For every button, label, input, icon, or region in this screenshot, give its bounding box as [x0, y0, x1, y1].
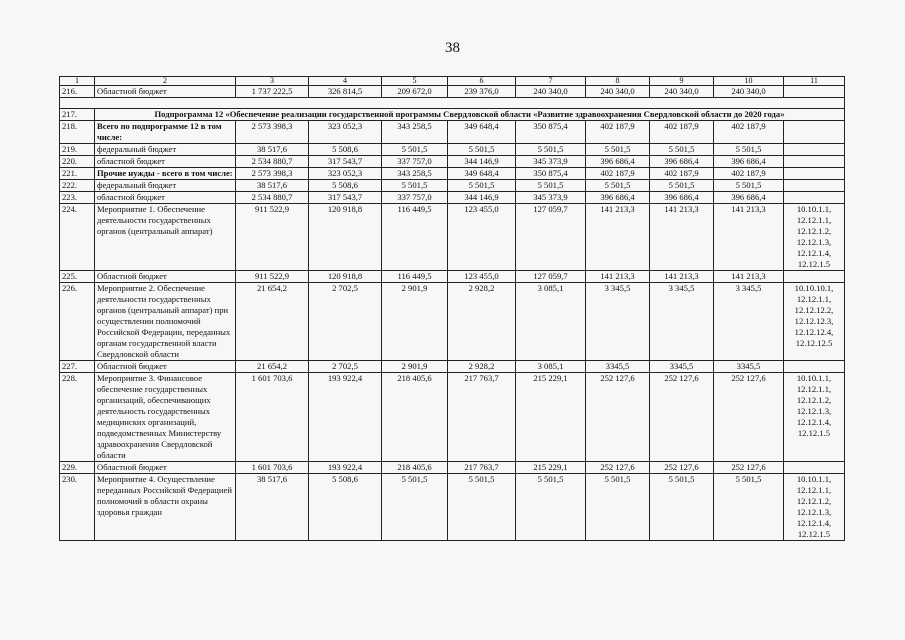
- amount-cell: 116 449,5: [382, 271, 448, 283]
- amount-cell: 240 340,0: [586, 86, 650, 98]
- amount-cell: 123 455,0: [448, 204, 516, 271]
- amount-cell: 209 672,0: [382, 86, 448, 98]
- spacer-row: [60, 98, 845, 109]
- expense-name: Мероприятие 2. Обеспечение деятельности государственных органов (центральный аппарат) при осуществлении полномочий Российской Федерации, переданных органам государственной власти Свердловской области: [95, 283, 236, 361]
- amount-cell: 402 187,9: [650, 121, 714, 144]
- amount-cell: 5 501,5: [516, 144, 586, 156]
- header-cell: 9: [650, 77, 714, 86]
- amount-cell: 337 757,0: [382, 192, 448, 204]
- amount-cell: 396 686,4: [586, 192, 650, 204]
- amount-cell: 3 345,5: [650, 283, 714, 361]
- amount-cell: 344 146,9: [448, 192, 516, 204]
- amount-cell: 252 127,6: [714, 373, 784, 462]
- amount-cell: 120 918,8: [309, 271, 382, 283]
- amount-cell: 2 702,5: [309, 361, 382, 373]
- amount-cell: 5 501,5: [714, 144, 784, 156]
- amount-cell: 38 517,6: [236, 474, 309, 541]
- subprogram-title: Подпрограмма 12 «Обеспечение реализации государственной программы Свердловской области «Развитие здравоохранения Свердловской области до 2020 года»: [95, 109, 845, 121]
- amount-cell: 317 543,7: [309, 192, 382, 204]
- amount-cell: 402 187,9: [586, 121, 650, 144]
- amount-cell: 2 534 880,7: [236, 192, 309, 204]
- amount-cell: 345 373,9: [516, 192, 586, 204]
- target-indicators: [784, 144, 845, 156]
- row-number: 225.: [60, 271, 95, 283]
- header-row: [60, 77, 845, 86]
- amount-cell: 3345,5: [650, 361, 714, 373]
- amount-cell: 127 059,7: [516, 271, 586, 283]
- target-indicators: [784, 168, 845, 180]
- amount-cell: 193 922,4: [309, 462, 382, 474]
- table-row: [60, 361, 845, 373]
- amount-cell: 337 757,0: [382, 156, 448, 168]
- target-indicators: [784, 121, 845, 144]
- amount-cell: 116 449,5: [382, 204, 448, 271]
- table-row: [60, 121, 845, 144]
- expense-name: Мероприятие 4. Осуществление переданных Российской Федерацией полномочий в области охраны здоровья граждан: [95, 474, 236, 541]
- amount-cell: 2 901,9: [382, 283, 448, 361]
- amount-cell: 3 085,1: [516, 361, 586, 373]
- amount-cell: 349 648,4: [448, 121, 516, 144]
- amount-cell: 123 455,0: [448, 271, 516, 283]
- amount-cell: 5 501,5: [650, 180, 714, 192]
- amount-cell: 2 901,9: [382, 361, 448, 373]
- expense-name: Мероприятие 3. Финансовое обеспечение государственных организаций, обеспечивающих деятельность государственных медицинских организаций, подведомственных Министерству здравоохранения Свердловской области: [95, 373, 236, 462]
- amount-cell: 141 213,3: [714, 204, 784, 271]
- spacer-cell: [60, 98, 845, 109]
- target-indicators: [784, 156, 845, 168]
- amount-cell: 218 405,6: [382, 462, 448, 474]
- amount-cell: 252 127,6: [586, 373, 650, 462]
- row-number: 221.: [60, 168, 95, 180]
- table-row: [60, 373, 845, 462]
- target-indicators: [784, 180, 845, 192]
- amount-cell: 402 187,9: [586, 168, 650, 180]
- header-cell: 8: [586, 77, 650, 86]
- row-number: 219.: [60, 144, 95, 156]
- amount-cell: 344 146,9: [448, 156, 516, 168]
- table-row: [60, 474, 845, 541]
- amount-cell: 911 522,9: [236, 204, 309, 271]
- table-row: [60, 180, 845, 192]
- amount-cell: 396 686,4: [650, 192, 714, 204]
- amount-cell: 396 686,4: [714, 156, 784, 168]
- amount-cell: 252 127,6: [714, 462, 784, 474]
- amount-cell: 911 522,9: [236, 271, 309, 283]
- row-number: 223.: [60, 192, 95, 204]
- amount-cell: 217 763,7: [448, 373, 516, 462]
- header-cell: 2: [95, 77, 236, 86]
- table-row: [60, 192, 845, 204]
- amount-cell: 5 501,5: [586, 144, 650, 156]
- amount-cell: 3 345,5: [586, 283, 650, 361]
- amount-cell: 5 501,5: [382, 474, 448, 541]
- amount-cell: 2 928,2: [448, 283, 516, 361]
- amount-cell: 323 052,3: [309, 168, 382, 180]
- subprogram-row: [60, 109, 845, 121]
- expense-name: Областной бюджет: [95, 86, 236, 98]
- expense-name: Областной бюджет: [95, 271, 236, 283]
- amount-cell: 215 229,1: [516, 462, 586, 474]
- amount-cell: 215 229,1: [516, 373, 586, 462]
- amount-cell: 141 213,3: [714, 271, 784, 283]
- row-number: 224.: [60, 204, 95, 271]
- amount-cell: 396 686,4: [586, 156, 650, 168]
- amount-cell: 21 654,2: [236, 283, 309, 361]
- amount-cell: 326 814,5: [309, 86, 382, 98]
- amount-cell: 3 085,1: [516, 283, 586, 361]
- target-indicators: 10.10.1.1, 12.12.1.1, 12.12.1.2, 12.12.1.3, 12.12.1.4, 12.12.1.5: [784, 474, 845, 541]
- amount-cell: 345 373,9: [516, 156, 586, 168]
- budget-table: [59, 76, 845, 541]
- target-indicators: 10.10.1.1, 12.12.1.1, 12.12.1.2, 12.12.1.3, 12.12.1.4, 12.12.1.5: [784, 373, 845, 462]
- table-row: [60, 144, 845, 156]
- amount-cell: 350 875,4: [516, 121, 586, 144]
- table-body: [60, 77, 845, 541]
- amount-cell: 141 213,3: [586, 204, 650, 271]
- amount-cell: 317 543,7: [309, 156, 382, 168]
- amount-cell: 2 702,5: [309, 283, 382, 361]
- amount-cell: 1 601 703,6: [236, 373, 309, 462]
- amount-cell: 5 508,6: [309, 180, 382, 192]
- amount-cell: 343 258,5: [382, 168, 448, 180]
- target-indicators: [784, 361, 845, 373]
- header-cell: 11: [784, 77, 845, 86]
- amount-cell: 5 501,5: [516, 474, 586, 541]
- amount-cell: 349 648,4: [448, 168, 516, 180]
- amount-cell: 402 187,9: [650, 168, 714, 180]
- table-row: [60, 283, 845, 361]
- amount-cell: 5 501,5: [650, 474, 714, 541]
- table-row: [60, 86, 845, 98]
- table-row: [60, 462, 845, 474]
- amount-cell: 217 763,7: [448, 462, 516, 474]
- amount-cell: 323 052,3: [309, 121, 382, 144]
- table-row: [60, 204, 845, 271]
- amount-cell: 2 928,2: [448, 361, 516, 373]
- row-number: 220.: [60, 156, 95, 168]
- amount-cell: 5 501,5: [448, 180, 516, 192]
- amount-cell: 240 340,0: [516, 86, 586, 98]
- expense-name: областной бюджет: [95, 156, 236, 168]
- amount-cell: 396 686,4: [714, 192, 784, 204]
- amount-cell: 396 686,4: [650, 156, 714, 168]
- amount-cell: 5 501,5: [586, 180, 650, 192]
- expense-name: федеральный бюджет: [95, 144, 236, 156]
- target-indicators: [784, 192, 845, 204]
- amount-cell: 141 213,3: [586, 271, 650, 283]
- table-row: [60, 168, 845, 180]
- amount-cell: 2 573 398,3: [236, 168, 309, 180]
- amount-cell: 5 501,5: [650, 144, 714, 156]
- row-number: 217.: [60, 109, 95, 121]
- row-number: 230.: [60, 474, 95, 541]
- expense-name: федеральный бюджет: [95, 180, 236, 192]
- target-indicators: [784, 86, 845, 98]
- header-cell: 10: [714, 77, 784, 86]
- amount-cell: 218 405,6: [382, 373, 448, 462]
- amount-cell: 1 737 222,5: [236, 86, 309, 98]
- amount-cell: 240 340,0: [714, 86, 784, 98]
- amount-cell: 5 501,5: [448, 144, 516, 156]
- expense-name: Прочие нужды - всего в том числе:: [95, 168, 236, 180]
- amount-cell: 1 601 703,6: [236, 462, 309, 474]
- amount-cell: 239 376,0: [448, 86, 516, 98]
- table-row: [60, 156, 845, 168]
- amount-cell: 252 127,6: [650, 373, 714, 462]
- amount-cell: 193 922,4: [309, 373, 382, 462]
- amount-cell: 120 918,8: [309, 204, 382, 271]
- amount-cell: 5 508,6: [309, 474, 382, 541]
- amount-cell: 5 501,5: [714, 474, 784, 541]
- amount-cell: 141 213,3: [650, 204, 714, 271]
- row-number: 227.: [60, 361, 95, 373]
- amount-cell: 252 127,6: [586, 462, 650, 474]
- expense-name: Всего по подпрограмме 12 в том числе:: [95, 121, 236, 144]
- header-cell: 1: [60, 77, 95, 86]
- header-cell: 5: [382, 77, 448, 86]
- row-number: 222.: [60, 180, 95, 192]
- amount-cell: 5 501,5: [586, 474, 650, 541]
- amount-cell: 5 501,5: [516, 180, 586, 192]
- amount-cell: 350 875,4: [516, 168, 586, 180]
- row-number: 216.: [60, 86, 95, 98]
- amount-cell: 402 187,9: [714, 121, 784, 144]
- target-indicators: [784, 462, 845, 474]
- amount-cell: 5 501,5: [448, 474, 516, 541]
- amount-cell: 3 345,5: [714, 283, 784, 361]
- amount-cell: 38 517,6: [236, 180, 309, 192]
- page-number: 38: [445, 40, 460, 56]
- row-number: 218.: [60, 121, 95, 144]
- amount-cell: 141 213,3: [650, 271, 714, 283]
- amount-cell: 21 654,2: [236, 361, 309, 373]
- target-indicators: 10.10.10.1, 12.12.1.1, 12.12.12.2, 12.12.12.3, 12.12.12.4, 12.12.12.5: [784, 283, 845, 361]
- amount-cell: 402 187,9: [714, 168, 784, 180]
- amount-cell: 38 517,6: [236, 144, 309, 156]
- row-number: 226.: [60, 283, 95, 361]
- amount-cell: 3345,5: [586, 361, 650, 373]
- row-number: 229.: [60, 462, 95, 474]
- expense-name: Областной бюджет: [95, 462, 236, 474]
- amount-cell: 127 059,7: [516, 204, 586, 271]
- expense-name: Областной бюджет: [95, 361, 236, 373]
- header-cell: 7: [516, 77, 586, 86]
- amount-cell: 240 340,0: [650, 86, 714, 98]
- amount-cell: 343 258,5: [382, 121, 448, 144]
- header-cell: 6: [448, 77, 516, 86]
- amount-cell: 5 508,6: [309, 144, 382, 156]
- amount-cell: 2 573 398,3: [236, 121, 309, 144]
- amount-cell: 252 127,6: [650, 462, 714, 474]
- header-cell: 3: [236, 77, 309, 86]
- expense-name: областной бюджет: [95, 192, 236, 204]
- target-indicators: [784, 271, 845, 283]
- expense-name: Мероприятие 1. Обеспечение деятельности государственных органов (центральный аппарат): [95, 204, 236, 271]
- amount-cell: 5 501,5: [714, 180, 784, 192]
- table-row: [60, 271, 845, 283]
- amount-cell: 3345,5: [714, 361, 784, 373]
- row-number: 228.: [60, 373, 95, 462]
- target-indicators: 10.10.1.1, 12.12.1.1, 12.12.1.2, 12.12.1.3, 12.12.1.4, 12.12.1.5: [784, 204, 845, 271]
- header-cell: 4: [309, 77, 382, 86]
- amount-cell: 5 501,5: [382, 144, 448, 156]
- amount-cell: 2 534 880,7: [236, 156, 309, 168]
- amount-cell: 5 501,5: [382, 180, 448, 192]
